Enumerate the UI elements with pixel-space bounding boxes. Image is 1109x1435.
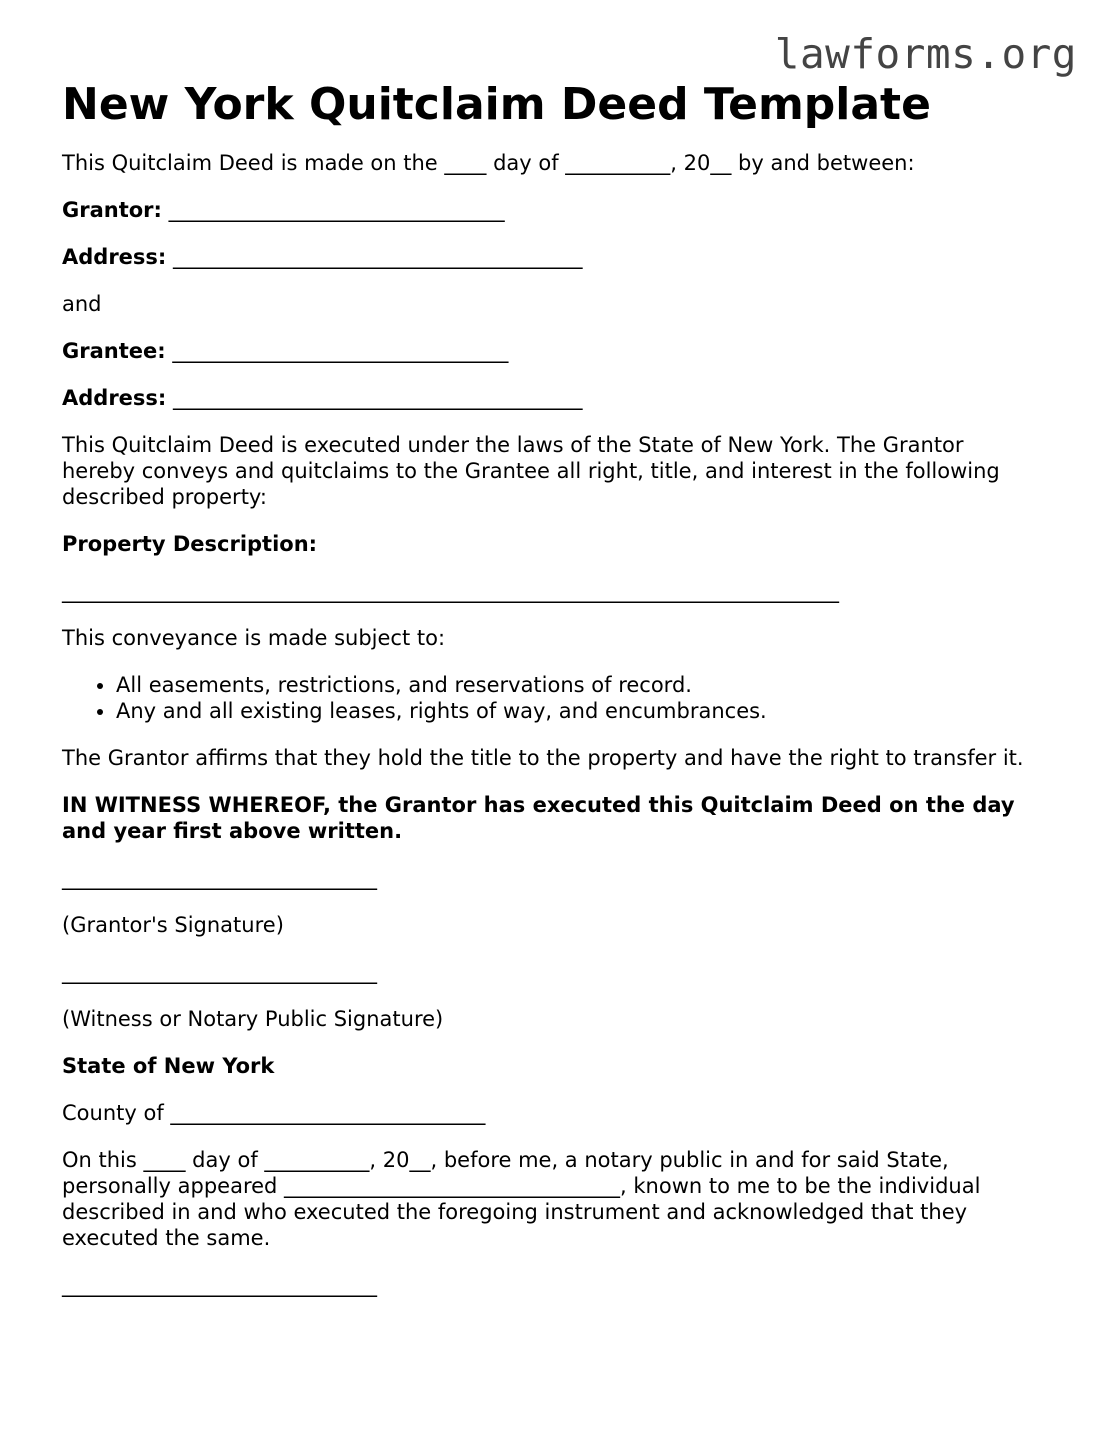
conveyance-paragraph: This Quitclaim Deed is executed under the laws of the State of New York. The Grantor hereby conveys and quitclaims to the Grantee all right, title, and interest in the following described property: xyxy=(62,433,1000,509)
watermark: lawforms.org xyxy=(774,30,1077,78)
affirmation-text: The Grantor affirms that they hold the title to the property and have the right to transfer it. xyxy=(62,746,1024,770)
grantee-row xyxy=(62,338,1042,364)
subject-to-intro: This conveyance is made subject to: xyxy=(62,626,446,650)
witness-signature-caption: (Witness or Notary Public Signature) xyxy=(62,1007,444,1031)
grantor-signature-caption: (Grantor's Signature) xyxy=(62,913,284,937)
list-item: • Any and all existing leases, rights of way, and encumbrances. xyxy=(116,698,1042,724)
grantor-address-label: Address: xyxy=(62,245,167,269)
grantee-blank: ________________________________ xyxy=(165,339,509,363)
grantee-address-blank: _______________________________________ xyxy=(166,386,583,410)
grantor-row xyxy=(62,197,1042,223)
grantee-label: Grantee: xyxy=(62,339,166,363)
notary-signature-line: ______________________________ xyxy=(62,1273,377,1297)
grantor-signature-line: ______________________________ xyxy=(62,866,377,890)
list-item: • All easements, restrictions, and reservations of record. xyxy=(116,672,1042,698)
intro-text: This Quitclaim Deed is made on the ____ day of __________, 20__ by and between: xyxy=(62,151,915,175)
property-description-label: Property Description: xyxy=(62,532,318,556)
grantor-address-row xyxy=(62,244,1042,270)
notary-paragraph: On this ____ day of __________, 20__, before me, a notary public in and for said State, personally appeared ________________________________, known to me to be the individual described in and who executed the foregoing instrument and acknowledged that they executed the same. xyxy=(62,1148,981,1250)
grantor-address-blank: _______________________________________ xyxy=(166,245,583,269)
subject-to-list xyxy=(62,672,1042,724)
document-body xyxy=(62,78,1042,1319)
grantor-blank: ________________________________ xyxy=(161,198,505,222)
property-description-blank: __________________________________________________________________________ xyxy=(62,579,839,603)
page-title: New York Quitclaim Deed Template xyxy=(62,79,931,130)
witness-clause: IN WITNESS WHEREOF, the Grantor has executed this Quitclaim Deed on the day and year first above written. xyxy=(62,793,1015,843)
grantor-label: Grantor: xyxy=(62,198,162,222)
state-heading: State of New York xyxy=(62,1054,275,1078)
county-line: County of ______________________________ xyxy=(62,1101,486,1125)
grantee-address-label: Address: xyxy=(62,386,167,410)
and-text: and xyxy=(62,292,102,316)
witness-signature-line: ______________________________ xyxy=(62,960,377,984)
grantee-address-row xyxy=(62,385,1042,411)
